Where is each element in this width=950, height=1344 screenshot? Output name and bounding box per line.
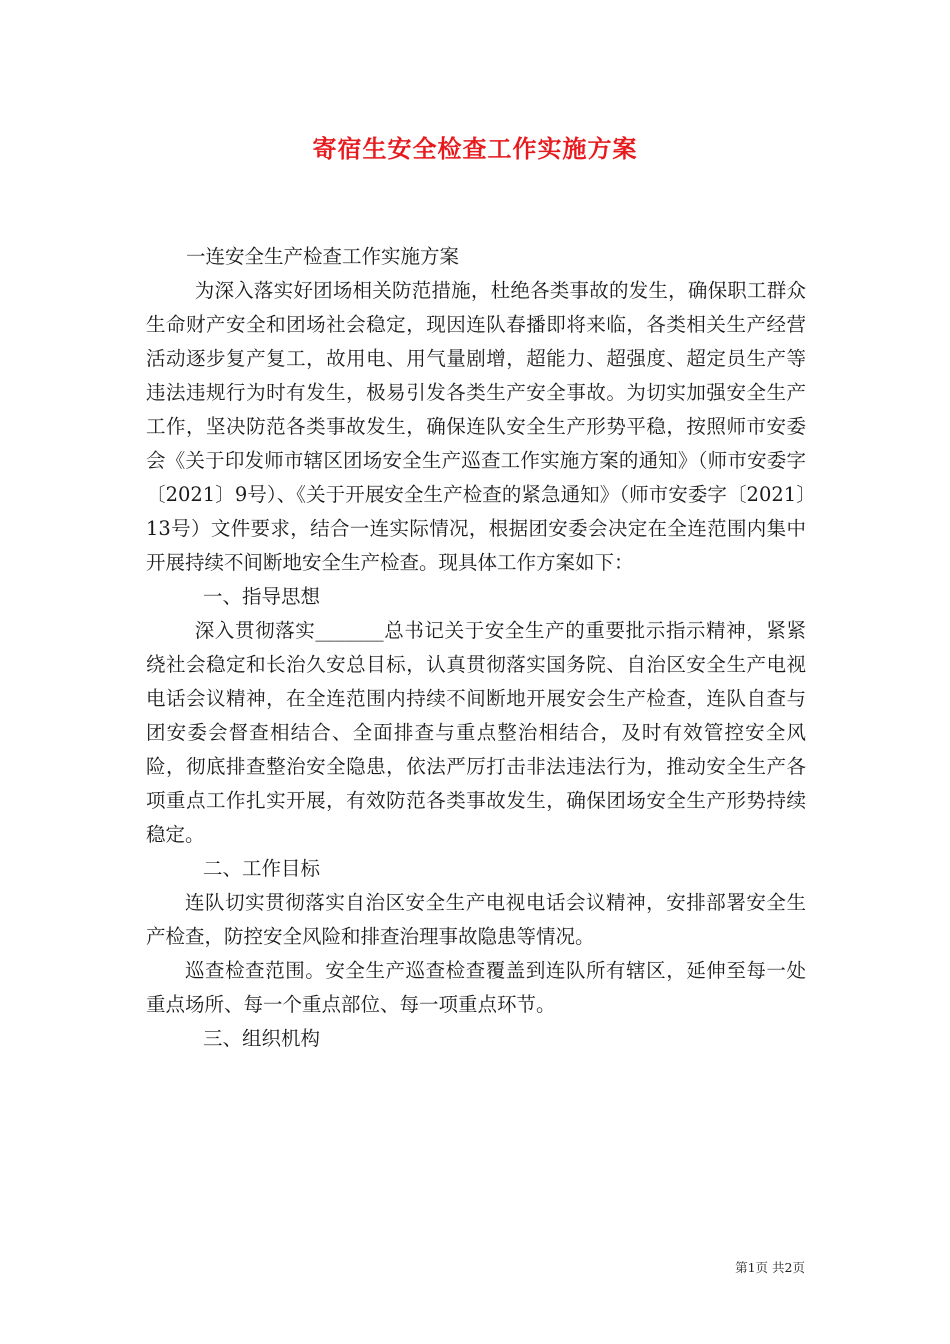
scope-paragraph: 巡查检查范围。安全生产巡查检查覆盖到连队所有辖区，延伸至每一处重点场所、每一个重点部位、每一项重点环节。	[146, 959, 806, 1016]
section-heading-goal: 二、工作目标	[203, 857, 321, 880]
guiding-paragraph: 深入贯彻落实_______总书记关于安全生产的重要批示指示精神，紧紧绕社会稳定和长治久安总目标，认真贯彻落实国务院、自治区安全生产电视电话会议精神，在全连范围内持续不间断地开展安会生产检查，连队自查与团安委会督查相结合、全面排查与重点整治相结合，及时有效管控安全风险，彻底排查整治安全隐患，依法严厉打击非法违法行为，推动安全生产各项重点工作扎实开展，有效防范各类事故发生，确保团场安全生产形势持续稳定。	[146, 619, 806, 846]
document-body	[146, 240, 806, 1056]
document-title: 寄宿生安全检查工作实施方案	[312, 134, 638, 163]
document-subtitle: 一连安全生产检查工作实施方案	[186, 245, 460, 268]
section-heading-org: 三、组织机构	[203, 1027, 321, 1050]
section-heading-guiding: 一、指导思想	[203, 585, 321, 608]
page-number-footer: 第1页 共2页	[735, 1260, 805, 1275]
goal-paragraph: 连队切实贯彻落实自治区安全生产电视电话会议精神，安排部署安全生产检查，防控安全风险和排查治理事故隐患等情况。	[146, 891, 806, 948]
intro-paragraph: 为深入落实好团场相关防范措施，杜绝各类事故的发生，确保职工群众生命财产安全和团场社会稳定，现因连队春播即将来临，各类相关生产经营活动逐步复产复工，故用电、用气量剧增，超能力、超强度、超定员生产等违法违规行为时有发生，极易引发各类生产安全事故。为切实加强安全生产工作，坚决防范各类事故发生，确保连队安全生产形势平稳，按照师市安委会《关于印发师市辖区团场安全生产巡查工作实施方案的通知》（师市安委字〔2021〕9号）、《关于开展安全生产检查的紧急通知》（师市安委字〔2021〕13号）文件要求，结合一连实际情况，根据团安委会决定在全连范围内集中开展持续不间断地安全生产检查。现具体工作方案如下：	[146, 279, 806, 574]
